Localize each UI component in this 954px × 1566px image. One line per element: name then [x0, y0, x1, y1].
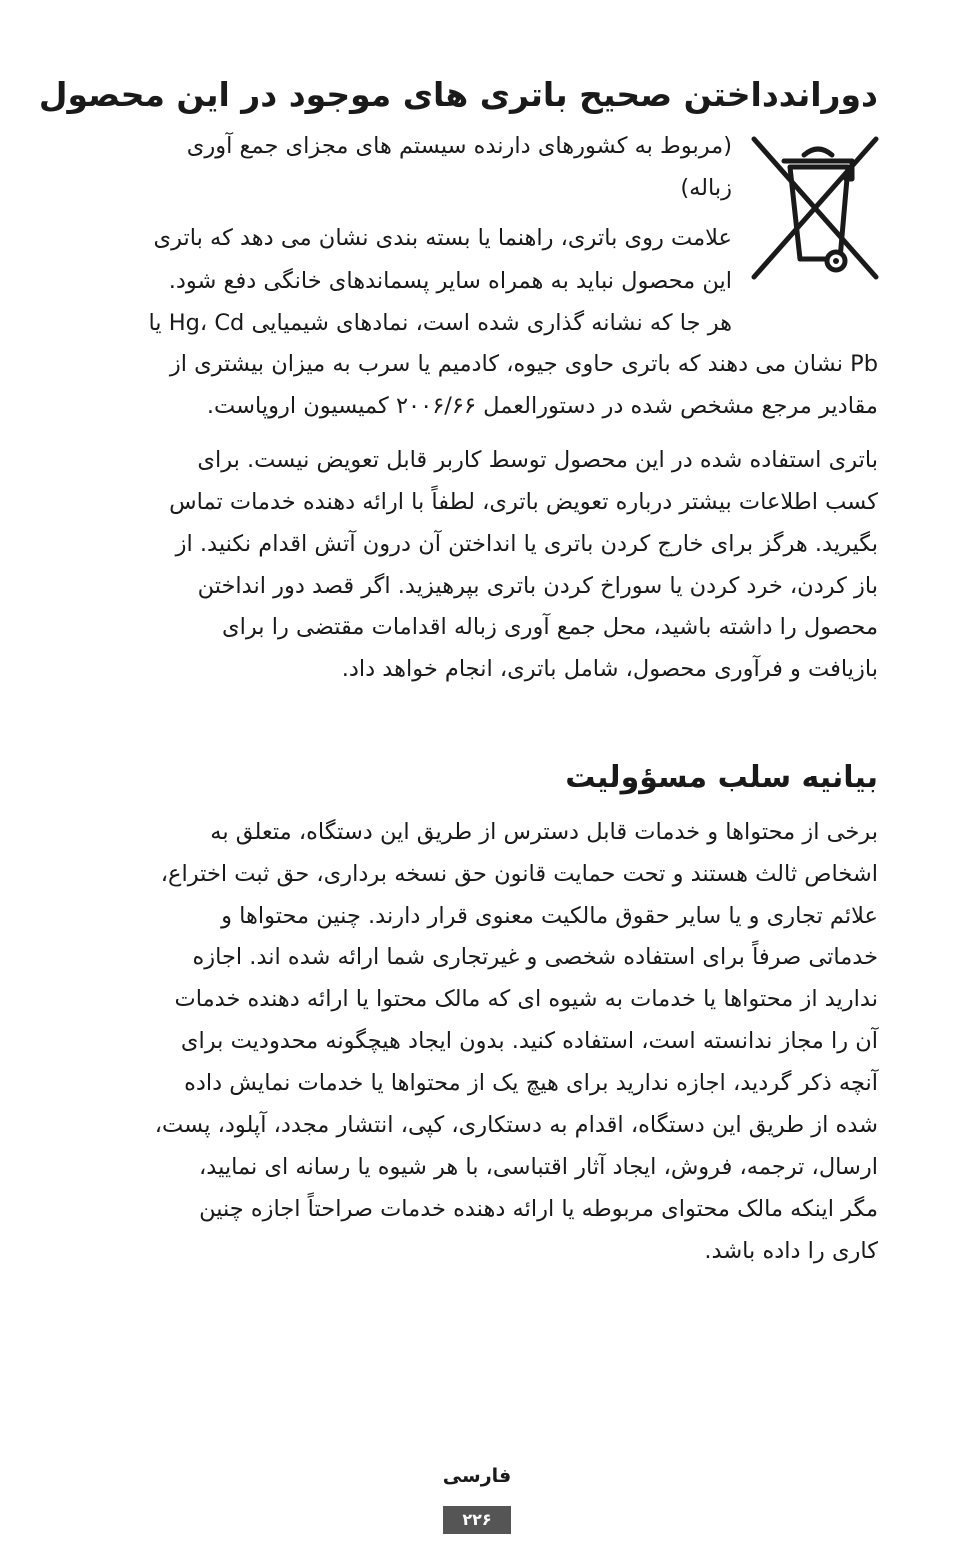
disclaimer-text-line: آنچه ذکر گردید، اجازه ندارید برای هیچ یک از محتواها یا خدمات نمایش داده — [184, 1070, 878, 1096]
disclaimer-text-line: ارسال، ترجمه، فروش، ایجاد آثار اقتباسی، با هر شیوه یا رسانه ای نمایید، — [199, 1154, 878, 1180]
crossed-out-wheelie-bin-icon — [748, 133, 882, 283]
disposal-text-line: Pb نشان می دهند که باتری حاوی جیوه، کادمیم یا سرب به میزان بیشتری از — [169, 351, 878, 377]
disclaimer-text-line: مگر اینکه مالک محتوای مربوطه یا ارائه دهنده خدمات صراحتاً اجازه چنین — [199, 1196, 878, 1222]
disclaimer-heading: بیانیه سلب مسؤولیت — [565, 760, 878, 795]
battery-paragraph-line: بازیافت و فرآوری محصول، شامل باتری، انجام خواهد داد. — [341, 656, 878, 682]
page-number: ۲۲۶ — [443, 1506, 511, 1534]
disposal-text-line: هر جا که نشانه گذاری شده است، نمادهای شیمیایی Hg، Cd یا — [148, 310, 732, 336]
disclaimer-text-line: کاری را داده باشد. — [704, 1238, 878, 1264]
section-title: دوراندداختن صحیح باتری های موجود در این محصول — [38, 75, 878, 114]
battery-paragraph-line: باز کردن، خرد کردن یا سوراخ کردن باتری بپرهیزید. اگر قصد دور انداختن — [197, 573, 878, 599]
disclaimer-text-line: اشخاص ثالث هستند و تحت حمایت قانون حق نسخه برداری، حق ثبت اختراع، — [160, 861, 878, 887]
disclaimer-text-line: آن را مجاز ندانسته است، استفاده کنید. بدون ایجاد هیچگونه محدودیت برای — [180, 1028, 878, 1054]
battery-paragraph-line: باتری استفاده شده در این محصول توسط کاربر قابل تعویض نیست. برای — [197, 447, 878, 473]
battery-paragraph-line: محصول را داشته باشید، محل جمع آوری زباله اقدامات مقتضی را برای — [222, 614, 878, 640]
battery-paragraph-line: بگیرید. هرگز برای خارج کردن باتری یا انداختن آن درون آتش اقدام نکنید. از — [175, 531, 878, 557]
disposal-text-line: علامت روی باتری، راهنما یا بسته بندی نشان می دهد که باتری — [153, 225, 732, 251]
disclaimer-text-line: ندارید از محتواها یا خدمات به شیوه ای که مالک محتوا یا ارائه دهنده خدمات — [174, 986, 878, 1012]
disposal-text-line: (مربوط به کشورهای دارنده سیستم های مجزای جمع آوری — [186, 133, 732, 159]
disposal-text-line: زباله) — [680, 175, 732, 201]
disposal-text-line: این محصول نباید به همراه سایر پسماندهای خانگی دفع شود. — [168, 268, 732, 294]
disposal-text-line: مقادیر مرجع مشخص شده در دستورالعمل ۲۰۰۶/۶۶ کمیسیون اروپاست. — [206, 393, 878, 419]
footer-language: فارسی — [442, 1465, 512, 1487]
disclaimer-text-line: برخی از محتواها و خدمات قابل دسترس از طریق این دستگاه، متعلق به — [210, 819, 878, 845]
disclaimer-text-line: شده از طریق این دستگاه، اقدام به دستکاری، کپی، انتشار مجدد، آپلود، پست، — [154, 1112, 878, 1138]
battery-paragraph-line: کسب اطلاعات بیشتر درباره تعویض باتری، لطفاً با ارائه دهنده خدمات تماس — [169, 489, 878, 515]
disclaimer-text-line: خدماتی صرفاً برای استفاده شخصی و غیرتجاری شما ارائه شده اند. اجازه — [192, 944, 878, 970]
disclaimer-text-line: علائم تجاری و یا سایر حقوق مالکیت معنوی قرار دارند. چنین محتواها و — [221, 903, 878, 929]
